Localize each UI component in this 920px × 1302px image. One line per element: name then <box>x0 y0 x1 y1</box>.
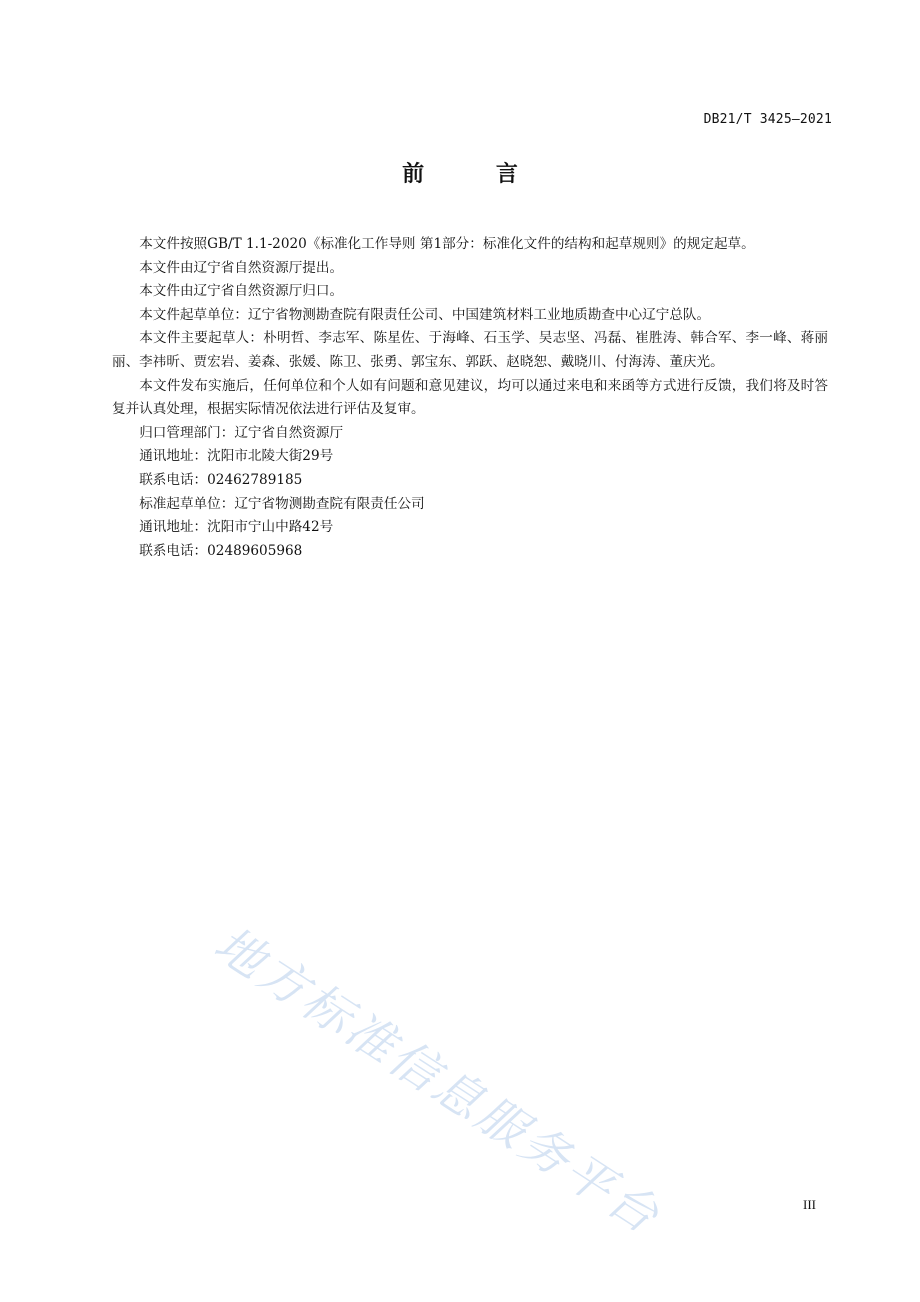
page-title: 前 言 <box>402 162 550 187</box>
paragraph-drafting-rules: 本文件按照GB/T 1.1-2020《标准化工作导则 第1部分：标准化文件的结构和起草规则》的规定起草。 <box>139 236 755 252</box>
contact-phone-2: 联系电话：02489605968 <box>139 542 303 559</box>
page-number: III <box>803 1197 816 1212</box>
document-code: DB21/T 3425—2021 <box>703 112 832 127</box>
foreword-body <box>112 233 828 563</box>
contact-phone-1: 联系电话：02462789185 <box>139 471 303 488</box>
paragraph-centralized-unit: 本文件由辽宁省自然资源厅归口。 <box>139 283 344 300</box>
contact-address-1: 通讯地址：沈阳市北陵大街29号 <box>139 448 334 465</box>
contact-address-2: 通讯地址：沈阳市宁山中路42号 <box>139 519 334 536</box>
paragraph-proposer: 本文件由辽宁省自然资源厅提出。 <box>139 259 344 276</box>
contact-drafting-unit: 标准起草单位：辽宁省物测勘查院有限责任公司 <box>139 495 425 512</box>
paragraph-main-drafters: 本文件主要起草人：朴明哲、李志军、陈星佐、于海峰、石玉学、吴志坚、冯磊、崔胜涛、韩合军、李一峰、蒋丽丽、李祎昕、贾宏岩、姜森、张媛、陈卫、张勇、郭宝东、郭跃、赵晓恕、戴晓川、付海涛、董庆光。 <box>112 330 828 370</box>
paragraph-feedback: 本文件发布实施后，任何单位和个人如有问题和意见建议，均可以通过来电和来函等方式进行反馈，我们将及时答复并认真处理，根据实际情况依法进行评估及复审。 <box>112 377 828 418</box>
watermark-text: 地方标准信息服务平台 <box>204 915 671 1246</box>
paragraph-drafting-units: 本文件起草单位：辽宁省物测勘查院有限责任公司、中国建筑材料工业地质勘查中心辽宁总队。 <box>139 306 711 323</box>
contact-management-department: 归口管理部门：辽宁省自然资源厅 <box>139 424 344 441</box>
